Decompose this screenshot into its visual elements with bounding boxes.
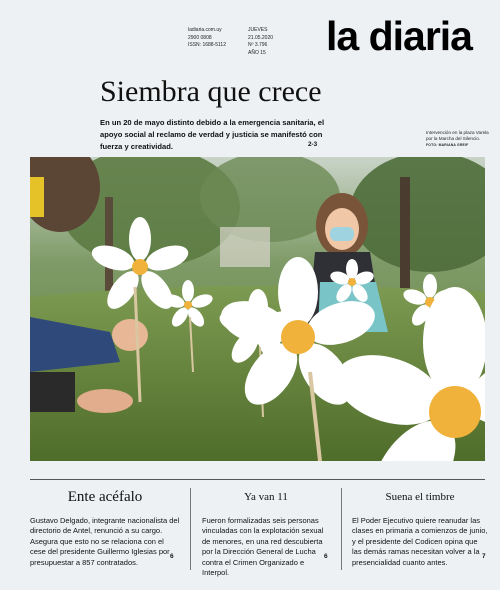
issue-day: JUEVES	[248, 27, 268, 33]
photo-caption	[426, 130, 496, 149]
site-url[interactable]: ladiaria.com.uy	[188, 27, 222, 33]
brief-page-ref: 6	[170, 553, 174, 560]
brief-text: Gustavo Delgado, integrante nacionalista del directorio de Antel, renunció a su cargo. Asegura que esto no se relaciona con el cese del presidente Guillermo Iglesias por presupuestar a 857 contratados.	[30, 516, 180, 567]
masthead-issue-info	[248, 27, 273, 57]
issue-number: Nº 3.796	[248, 42, 268, 48]
photo-credit: FOTO: MARIANA GREIF	[426, 143, 469, 148]
news-brief-1[interactable]	[30, 482, 180, 568]
issue-date: 21.05.2020	[248, 34, 274, 41]
column-divider	[190, 488, 191, 570]
news-brief-2[interactable]	[202, 482, 330, 578]
news-brief-3[interactable]	[352, 482, 488, 568]
brief-title[interactable]: Suena el timbre	[385, 491, 455, 503]
main-lede	[100, 117, 335, 153]
phone-number: 2900 0808	[188, 34, 212, 41]
brief-title[interactable]: Ente acéfalo	[67, 489, 143, 505]
brief-title[interactable]: Ya van 11	[244, 491, 288, 503]
photo-illustration	[30, 157, 485, 461]
section-divider	[30, 479, 485, 480]
brief-text: Fueron formalizadas seis personas vinculadas con la explotación sexual de menores, en una red descubierta por la Dirección General de Lucha contra el Crimen Organizado e Interpol.	[202, 516, 324, 578]
brief-text: El Poder Ejecutivo quiere reanudar las clases en primaria a comienzos de junio, y el presidente del Codicen opina que las demás ramas necesitan volver a la presencialidad cuanto antes.	[352, 516, 488, 567]
issue-year: AÑO 15	[248, 49, 266, 56]
masthead-contact	[188, 27, 226, 50]
newspaper-logo[interactable]: la diaria	[326, 13, 472, 59]
main-photo[interactable]	[30, 157, 485, 461]
main-headline[interactable]: Siembra que crece	[100, 75, 322, 108]
column-divider	[341, 488, 342, 570]
issn: ISSN: 1688-5112	[188, 42, 226, 48]
lede-text: En un 20 de mayo distinto debido a la emergencia sanitaria, el apoyo social al reclamo de verdad y justicia se manifestó con fuerza y creatividad.	[100, 118, 325, 151]
brief-page-ref: 6	[324, 553, 328, 560]
main-page-ref: 2-3	[308, 141, 318, 148]
brief-page-ref: 7	[482, 553, 486, 560]
caption-text: Intervención en la plaza Varela por la Marcha del Silencio.	[426, 130, 489, 142]
